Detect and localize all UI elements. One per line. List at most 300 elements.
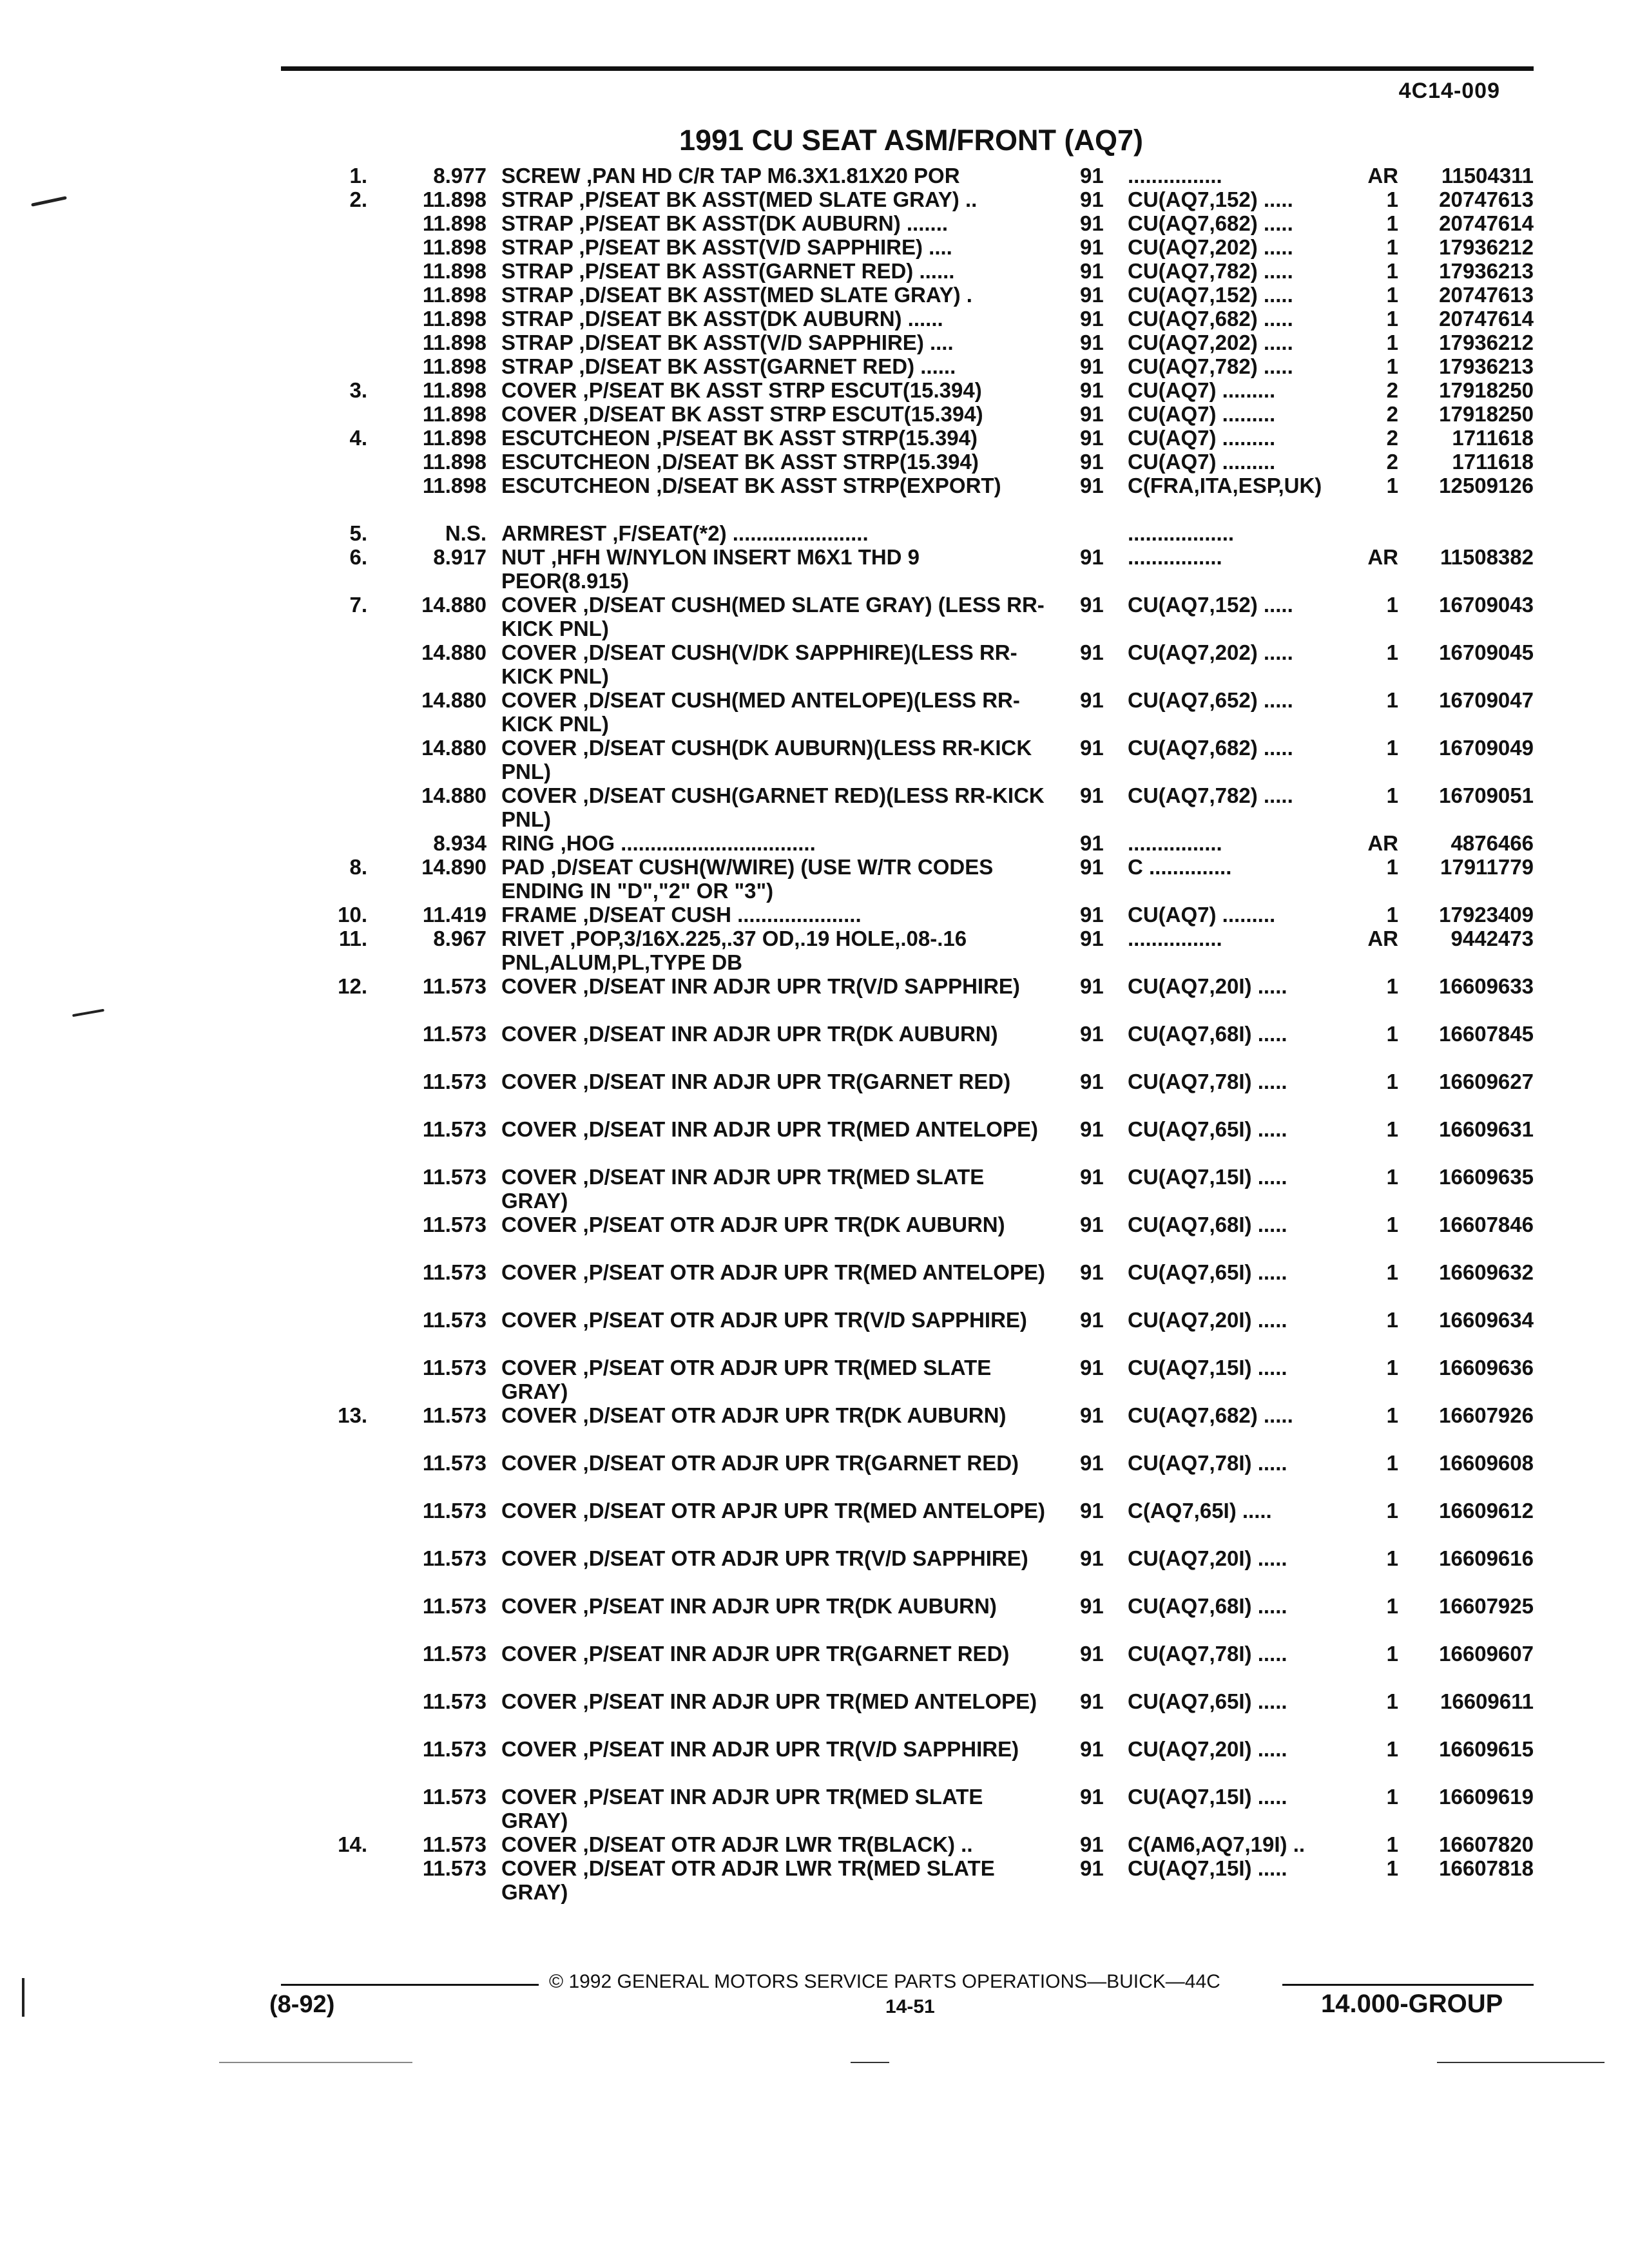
usage-code: CU(AQ7,78I) .....	[1128, 1642, 1287, 1666]
quantity: 1	[1386, 259, 1398, 283]
group-number: 11.898	[422, 378, 487, 402]
quantity: 1	[1386, 235, 1398, 259]
part-detail: ,P/SEAT BK ASST STRP ESCUT(15.394)	[583, 378, 982, 402]
part-detail: ,P/SEAT OTR ADJR UPR TR(MED SLATE GRAY)	[501, 1356, 992, 1403]
usage-code: CU(AQ7,65I) .....	[1128, 1689, 1287, 1713]
usage-code: CU(AQ7,652) .....	[1128, 688, 1293, 712]
part-number: 1711618	[1452, 426, 1534, 450]
model-year: 91	[1080, 927, 1104, 950]
usage-code: CU(AQ7,152) .....	[1128, 283, 1293, 307]
part-number: 20747613	[1439, 187, 1534, 211]
model-year: 91	[1080, 1070, 1104, 1093]
part-description	[501, 1737, 1049, 1761]
scan-line	[219, 2062, 412, 2063]
part-name: NUT	[501, 545, 545, 569]
part-description	[501, 1022, 1049, 1046]
model-year: 91	[1080, 235, 1104, 259]
part-description	[501, 736, 1049, 783]
part-name: COVER	[501, 1022, 577, 1046]
model-year: 91	[1080, 640, 1104, 664]
part-description	[501, 688, 1049, 736]
part-number: 17911779	[1440, 855, 1534, 879]
usage-code: CU(AQ7,202) .....	[1128, 235, 1293, 259]
model-year: 91	[1080, 855, 1104, 879]
scan-line	[1437, 2062, 1605, 2063]
part-detail: ,D/SEAT CUSH(V/DK SAPPHIRE)(LESS RR-KICK PNL)	[501, 640, 1017, 688]
model-year: 91	[1080, 187, 1104, 211]
usage-code: CU(AQ7,782) .....	[1128, 259, 1293, 283]
parts-row	[0, 545, 1629, 593]
quantity: 1	[1386, 474, 1398, 497]
footer-rule-right	[1282, 1984, 1534, 1986]
quantity: 1	[1386, 1260, 1398, 1284]
parts-row	[0, 736, 1629, 783]
part-detail: ,P/SEAT BK ASST(DK AUBURN) .......	[579, 211, 949, 235]
parts-row	[0, 1022, 1629, 1070]
part-description	[501, 283, 1049, 307]
model-year: 91	[1080, 1165, 1104, 1189]
part-name: ESCUTCHEON	[501, 450, 651, 474]
part-number: 16709047	[1439, 688, 1534, 712]
item-number: 5.	[349, 521, 367, 545]
part-number: 20747614	[1439, 307, 1534, 331]
item-number: 3.	[349, 378, 367, 402]
part-name: SCREW	[501, 164, 581, 187]
quantity: 1	[1386, 211, 1398, 235]
group-number: 11.573	[422, 1070, 487, 1093]
usage-code: CU(AQ7) .........	[1128, 450, 1276, 474]
part-name: RIVET	[501, 927, 564, 950]
parts-row	[0, 1689, 1629, 1737]
part-detail: ,P/SEAT BK ASST(GARNET RED) ......	[579, 259, 955, 283]
quantity: 1	[1386, 1403, 1398, 1427]
model-year: 91	[1080, 1785, 1104, 1809]
part-name: STRAP	[501, 187, 574, 211]
part-detail: ,P/SEAT INR ADJR UPR TR(MED SLATE GRAY)	[501, 1785, 983, 1832]
parts-row	[0, 783, 1629, 831]
part-name: PAD	[501, 855, 545, 879]
part-description	[501, 855, 1049, 903]
part-detail: ,P/SEAT INR ADJR UPR TR(V/D SAPPHIRE)	[583, 1737, 1019, 1761]
part-detail: ,D/SEAT CUSH(GARNET RED)(LESS RR-KICK PNL)	[501, 783, 1045, 831]
part-detail: ,D/SEAT OTR ADJR UPR TR(GARNET RED)	[583, 1451, 1019, 1475]
quantity: 1	[1386, 855, 1398, 879]
group-number: 8.917	[433, 545, 487, 569]
part-name: COVER	[501, 1356, 577, 1379]
part-name: ARMREST	[501, 521, 607, 545]
usage-code: CU(AQ7,15I) .....	[1128, 1356, 1287, 1379]
quantity: 1	[1386, 1499, 1398, 1523]
part-detail: ,D/SEAT OTR APJR UPR TR(MED ANTELOPE)	[583, 1499, 1045, 1523]
part-description	[501, 545, 1049, 593]
quantity: 1	[1386, 1832, 1398, 1856]
group-number: 8.967	[433, 927, 487, 950]
group-number: 11.898	[422, 354, 487, 378]
usage-code: ................	[1128, 831, 1222, 855]
model-year: 91	[1080, 259, 1104, 283]
part-name: FRAME	[501, 903, 577, 927]
part-number: 16609633	[1439, 974, 1534, 998]
parts-row	[0, 831, 1629, 855]
part-description	[501, 1165, 1049, 1213]
part-detail: ,D/SEAT INR ADJR UPR TR(MED SLATE GRAY)	[501, 1165, 985, 1213]
model-year: 91	[1080, 402, 1104, 426]
model-year: 91	[1080, 1546, 1104, 1570]
part-name: COVER	[501, 640, 577, 664]
part-name: COVER	[501, 1117, 577, 1141]
parts-row	[0, 426, 1629, 450]
part-detail: ,D/SEAT BK ASST(V/D SAPPHIRE) ....	[579, 331, 954, 354]
usage-code: C ..............	[1128, 855, 1232, 879]
group-number: 11.573	[422, 1308, 487, 1332]
part-name: COVER	[501, 1594, 577, 1618]
parts-row	[0, 688, 1629, 736]
model-year: 91	[1080, 474, 1104, 497]
part-name: COVER	[501, 1308, 577, 1332]
part-number: 12509126	[1439, 474, 1534, 497]
group-number: 8.977	[433, 164, 487, 187]
item-number: 14.	[338, 1832, 367, 1856]
part-name: COVER	[501, 1499, 577, 1523]
model-year: 91	[1080, 1260, 1104, 1284]
parts-row	[0, 307, 1629, 331]
parts-list	[0, 164, 1629, 1904]
part-number: 16609611	[1440, 1689, 1534, 1713]
part-detail: ,F/SEAT(*2) .......................	[612, 521, 869, 545]
quantity: 1	[1386, 974, 1398, 998]
part-number: 16607820	[1439, 1832, 1534, 1856]
part-description	[501, 307, 1049, 331]
group-number: 11.898	[422, 426, 487, 450]
quantity: 1	[1386, 783, 1398, 807]
part-detail: ,D/SEAT CUSH .....................	[583, 903, 862, 927]
usage-code: CU(AQ7,20I) .....	[1128, 974, 1287, 998]
quantity: 1	[1386, 1856, 1398, 1880]
part-detail: ,P/SEAT BK ASST STRP(15.394)	[656, 426, 978, 450]
part-description	[501, 1499, 1049, 1523]
group-number: 11.573	[422, 1689, 487, 1713]
parts-row	[0, 927, 1629, 974]
part-number: 20747614	[1439, 211, 1534, 235]
model-year: 91	[1080, 283, 1104, 307]
usage-code: ................	[1128, 164, 1222, 187]
part-number: 16609612	[1439, 1499, 1534, 1523]
part-name: COVER	[501, 1737, 577, 1761]
part-detail: ,D/SEAT BK ASST STRP ESCUT(15.394)	[583, 402, 983, 426]
part-number: 17923409	[1439, 903, 1534, 927]
part-description	[501, 1856, 1049, 1904]
part-number: 16609631	[1439, 1117, 1534, 1141]
quantity: 1	[1386, 331, 1398, 354]
usage-code: CU(AQ7) .........	[1128, 903, 1276, 927]
part-detail: ,HOG .................................	[560, 831, 816, 855]
part-description	[501, 927, 1049, 974]
part-description	[501, 211, 1049, 235]
part-number: 9442473	[1451, 927, 1534, 950]
quantity: 1	[1386, 688, 1398, 712]
group-number: 11.898	[422, 187, 487, 211]
copyright-notice: © 1992 GENERAL MOTORS SERVICE PARTS OPERATIONS—BUICK—44C	[549, 1971, 1220, 1992]
part-description	[501, 640, 1049, 688]
item-number: 12.	[338, 974, 367, 998]
model-year: 91	[1080, 211, 1104, 235]
model-year: 91	[1080, 1022, 1104, 1046]
parts-row	[0, 903, 1629, 927]
part-number: 16709051	[1439, 783, 1534, 807]
group-number: 14.880	[421, 593, 487, 617]
part-name: ESCUTCHEON	[501, 426, 651, 450]
model-year: 91	[1080, 1213, 1104, 1236]
parts-row	[0, 1856, 1629, 1904]
part-detail: ,D/SEAT OTR ADJR LWR TR(BLACK) ..	[583, 1832, 973, 1856]
page-number: 14-51	[885, 1996, 935, 2017]
parts-row	[0, 640, 1629, 688]
model-year: 91	[1080, 1642, 1104, 1666]
part-name: STRAP	[501, 354, 574, 378]
page-code: 4C14-009	[1398, 79, 1500, 103]
parts-row	[0, 1403, 1629, 1451]
group-number: 11.573	[422, 1356, 487, 1379]
part-number: 17936213	[1439, 354, 1534, 378]
part-detail: ,D/SEAT OTR ADJR LWR TR(MED SLATE GRAY)	[501, 1856, 995, 1904]
usage-code: CU(AQ7,65I) .....	[1128, 1260, 1287, 1284]
quantity: 1	[1386, 1117, 1398, 1141]
parts-row	[0, 1308, 1629, 1356]
part-detail: ,P/SEAT INR ADJR UPR TR(GARNET RED)	[583, 1642, 1010, 1666]
usage-code: ................	[1128, 927, 1222, 950]
parts-row	[0, 1785, 1629, 1832]
model-year: 91	[1080, 378, 1104, 402]
usage-code: C(AM6,AQ7,19I) ..	[1128, 1832, 1306, 1856]
parts-row	[0, 354, 1629, 378]
part-name: RING	[501, 831, 555, 855]
part-detail: ,D/SEAT CUSH(MED ANTELOPE)(LESS RR-KICK PNL)	[501, 688, 1020, 736]
usage-code: CU(AQ7,782) .....	[1128, 354, 1293, 378]
group-number: 11.573	[422, 1499, 487, 1523]
part-detail: ,P/SEAT OTR ADJR UPR TR(MED ANTELOPE)	[583, 1260, 1045, 1284]
quantity: 1	[1386, 1689, 1398, 1713]
part-detail: ,P/SEAT INR ADJR UPR TR(DK AUBURN)	[583, 1594, 997, 1618]
quantity: AR	[1367, 927, 1398, 950]
item-number: 4.	[349, 426, 367, 450]
usage-code: CU(AQ7,682) .....	[1128, 211, 1293, 235]
quantity: 2	[1386, 378, 1398, 402]
part-description	[501, 831, 1049, 855]
part-name: COVER	[501, 1546, 577, 1570]
item-number: 6.	[349, 545, 367, 569]
usage-code: CU(AQ7,15I) .....	[1128, 1165, 1287, 1189]
group-number: 11.573	[422, 1832, 487, 1856]
quantity: 1	[1386, 1356, 1398, 1379]
parts-row	[0, 450, 1629, 474]
quantity: 1	[1386, 283, 1398, 307]
usage-code: CU(AQ7,68I) .....	[1128, 1213, 1287, 1236]
group-number: 11.573	[422, 1737, 487, 1761]
part-name: COVER	[501, 1689, 577, 1713]
usage-code: CU(AQ7,78I) .....	[1128, 1451, 1287, 1475]
part-detail: ,D/SEAT BK ASST(GARNET RED) ......	[579, 354, 956, 378]
part-name: ESCUTCHEON	[501, 474, 651, 497]
quantity: 1	[1386, 1451, 1398, 1475]
item-number: 1.	[349, 164, 367, 187]
parts-row	[0, 521, 1629, 545]
group-number: 11.573	[422, 1785, 487, 1809]
part-description	[501, 1213, 1049, 1236]
quantity: 1	[1386, 736, 1398, 760]
part-description	[501, 1451, 1049, 1475]
model-year: 91	[1080, 1308, 1104, 1332]
model-year: 91	[1080, 354, 1104, 378]
usage-code: CU(AQ7,78I) .....	[1128, 1070, 1287, 1093]
part-description	[501, 331, 1049, 354]
part-name: COVER	[501, 1856, 577, 1880]
parts-row	[0, 1213, 1629, 1260]
part-name: COVER	[501, 402, 577, 426]
parts-row	[0, 283, 1629, 307]
quantity: AR	[1367, 831, 1398, 855]
part-name: COVER	[501, 1213, 577, 1236]
part-number: 16609635	[1439, 1165, 1534, 1189]
group-number: 8.934	[433, 831, 487, 855]
model-year: 91	[1080, 1499, 1104, 1523]
parts-row	[0, 974, 1629, 1022]
quantity: 2	[1386, 426, 1398, 450]
usage-code: CU(AQ7) .........	[1128, 402, 1276, 426]
part-number: 16607926	[1439, 1403, 1534, 1427]
group-number: 11.898	[422, 474, 487, 497]
parts-row	[0, 164, 1629, 187]
part-number: 17918250	[1439, 378, 1534, 402]
part-description	[501, 474, 1049, 497]
part-number: 17936212	[1439, 235, 1534, 259]
group-number: 11.573	[422, 1546, 487, 1570]
usage-code: CU(AQ7,15I) .....	[1128, 1785, 1287, 1809]
usage-code: CU(AQ7,65I) .....	[1128, 1117, 1287, 1141]
usage-code: ................	[1128, 545, 1222, 569]
usage-code: CU(AQ7,682) .....	[1128, 307, 1293, 331]
part-number: 16709045	[1439, 640, 1534, 664]
part-number: 16607845	[1439, 1022, 1534, 1046]
scan-line	[851, 2062, 889, 2063]
parts-row	[0, 474, 1629, 521]
part-name: COVER	[501, 1403, 577, 1427]
part-detail: ,D/SEAT INR ADJR UPR TR(DK AUBURN)	[583, 1022, 998, 1046]
quantity: 1	[1386, 1785, 1398, 1809]
model-year: 91	[1080, 688, 1104, 712]
quantity: 1	[1386, 1308, 1398, 1332]
quantity: 1	[1386, 1546, 1398, 1570]
parts-row	[0, 1832, 1629, 1856]
part-detail: ,HFH W/NYLON INSERT M6X1 THD 9 PEOR(8.915)	[501, 545, 920, 593]
part-description	[501, 450, 1049, 474]
usage-code: CU(AQ7,682) .....	[1128, 1403, 1293, 1427]
part-description	[501, 1356, 1049, 1403]
parts-row	[0, 1546, 1629, 1594]
parts-row	[0, 187, 1629, 211]
part-description	[501, 521, 1049, 545]
part-detail: ,D/SEAT INR ADJR UPR TR(GARNET RED)	[583, 1070, 1011, 1093]
part-number: 16607818	[1439, 1856, 1534, 1880]
group-number: 11.573	[422, 974, 487, 998]
part-description	[501, 1403, 1049, 1427]
part-number: 11508382	[1440, 545, 1534, 569]
usage-code: ..................	[1128, 521, 1235, 545]
group-number: 11.573	[422, 1117, 487, 1141]
quantity: 2	[1386, 402, 1398, 426]
model-year: 91	[1080, 426, 1104, 450]
parts-row	[0, 1260, 1629, 1308]
part-detail: ,D/SEAT INR ADJR UPR TR(MED ANTELOPE)	[583, 1117, 1038, 1141]
part-detail: ,D/SEAT BK ASST STRP(EXPORT)	[656, 474, 1001, 497]
part-description	[501, 1546, 1049, 1570]
part-name: COVER	[501, 378, 577, 402]
part-description	[501, 593, 1049, 640]
usage-code: CU(AQ7,20I) .....	[1128, 1737, 1287, 1761]
model-year: 91	[1080, 164, 1104, 187]
parts-row	[0, 211, 1629, 235]
part-name: STRAP	[501, 211, 574, 235]
group-number: 11.898	[422, 283, 487, 307]
usage-code: CU(AQ7,15I) .....	[1128, 1856, 1287, 1880]
group-number: N.S.	[445, 521, 487, 545]
group-number: 14.880	[421, 783, 487, 807]
parts-row	[0, 855, 1629, 903]
usage-code: CU(AQ7,20I) .....	[1128, 1546, 1287, 1570]
parts-row	[0, 1642, 1629, 1689]
group-number: 11.573	[422, 1213, 487, 1236]
model-year: 91	[1080, 593, 1104, 617]
group-number: 11.898	[422, 211, 487, 235]
part-detail: ,P/SEAT INR ADJR UPR TR(MED ANTELOPE)	[583, 1689, 1037, 1713]
parts-row	[0, 1499, 1629, 1546]
part-detail: ,P/SEAT OTR ADJR UPR TR(DK AUBURN)	[583, 1213, 1005, 1236]
item-number: 11.	[338, 927, 367, 950]
part-number: 4876466	[1451, 831, 1534, 855]
part-description	[501, 1832, 1049, 1856]
model-year: 91	[1080, 1356, 1104, 1379]
group-number: 14.880	[421, 688, 487, 712]
part-number: 16609608	[1439, 1451, 1534, 1475]
part-name: STRAP	[501, 307, 574, 331]
part-name: STRAP	[501, 259, 574, 283]
group-number: 11.573	[422, 1594, 487, 1618]
part-name: COVER	[501, 1785, 577, 1809]
usage-code: CU(AQ7,202) .....	[1128, 331, 1293, 354]
part-description	[501, 1642, 1049, 1666]
part-detail: ,D/SEAT BK ASST(MED SLATE GRAY) .	[579, 283, 972, 307]
parts-row	[0, 1070, 1629, 1117]
part-name: COVER	[501, 1165, 577, 1189]
model-year: 91	[1080, 1451, 1104, 1475]
model-year: 91	[1080, 1856, 1104, 1880]
group-number: 11.573	[422, 1403, 487, 1427]
group-number: 14.880	[421, 640, 487, 664]
page-title: 1991 CU SEAT ASM/FRONT (AQ7)	[679, 124, 1144, 157]
group-number: 11.898	[422, 259, 487, 283]
group-number: 11.898	[422, 307, 487, 331]
part-description	[501, 187, 1049, 211]
item-number: 2.	[349, 187, 367, 211]
usage-code: CU(AQ7,68I) .....	[1128, 1594, 1287, 1618]
part-name: COVER	[501, 1832, 577, 1856]
parts-row	[0, 1356, 1629, 1403]
usage-code: CU(AQ7,152) .....	[1128, 187, 1293, 211]
parts-row	[0, 235, 1629, 259]
part-number: 16609619	[1439, 1785, 1534, 1809]
group-number: 11.898	[422, 331, 487, 354]
group-number: 11.573	[422, 1260, 487, 1284]
usage-code: CU(AQ7) .........	[1128, 378, 1276, 402]
